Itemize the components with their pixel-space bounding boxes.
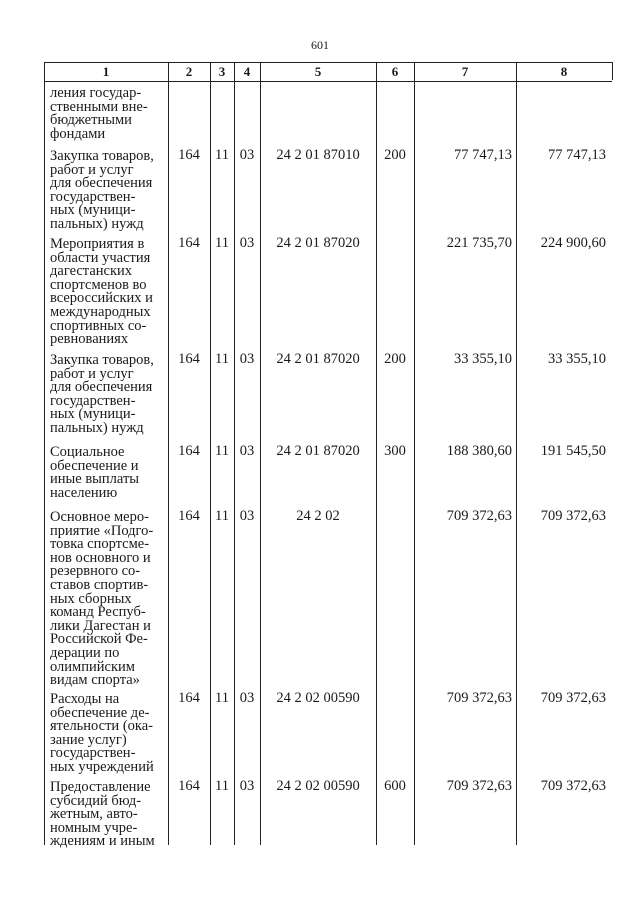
row-description: Мероприятия в области участия дагестанских спортсменов во всероссийских и международных спортивных со- ревнованиях [50, 236, 153, 348]
col-5-target-article: 24 2 02 00590 [276, 690, 360, 706]
row-description: ления государ- ственными вне- бюджетными фондами [50, 85, 148, 142]
col-4-subsection: 03 [239, 778, 255, 794]
col-4-subsection: 03 [239, 508, 255, 524]
col-8-amount: 77 747,13 [548, 147, 606, 163]
col-2-code: 164 [178, 443, 200, 459]
header-col-3: 3 [218, 64, 226, 79]
header-col-2: 2 [185, 64, 193, 79]
row-description: Закупка товаров, работ и услуг для обеспечения государствен- ных (муници- пальных) нужд [50, 148, 154, 232]
header-col-4: 4 [243, 64, 251, 79]
col-4-subsection: 03 [239, 147, 255, 163]
header-col-6: 6 [391, 64, 399, 79]
col-6-expense-type: 600 [384, 778, 406, 794]
col-2-code: 164 [178, 690, 200, 706]
col-2-code: 164 [178, 778, 200, 794]
col-3-section: 11 [215, 778, 229, 794]
col-3-section: 11 [215, 443, 229, 459]
header-col-8: 8 [560, 64, 568, 79]
page-number: 601 [311, 38, 329, 52]
col-3-section: 11 [215, 508, 229, 524]
col-4-subsection: 03 [239, 443, 255, 459]
col-3-section: 11 [215, 147, 229, 163]
col-8-amount: 709 372,63 [540, 508, 606, 524]
col-5-target-article: 24 2 02 00590 [276, 778, 360, 794]
col-2-code: 164 [178, 147, 200, 163]
row-description: Закупка товаров, работ и услуг для обеспечения государствен- ных (муници- пальных) нужд [50, 352, 154, 436]
col-7-amount: 709 372,63 [446, 690, 512, 706]
col-7-amount: 77 747,13 [454, 147, 512, 163]
col-5-target-article: 24 2 01 87020 [276, 235, 360, 251]
header-col-1: 1 [102, 64, 110, 79]
col-5-target-article: 24 2 02 [296, 508, 340, 524]
grid-line [44, 62, 45, 845]
col-6-expense-type: 300 [384, 443, 406, 459]
row-description: Расходы на обеспечение де- ятельности (ока- зание услуг) государствен- ных учреждений [50, 691, 154, 775]
col-8-amount: 191 545,50 [540, 443, 606, 459]
col-8-amount [516, 85, 612, 101]
col-4-subsection: 03 [239, 235, 255, 251]
col-5-target-article: 24 2 01 87020 [276, 443, 360, 459]
col-4-subsection: 03 [239, 351, 255, 367]
col-5-target-article: 24 2 01 87020 [276, 351, 360, 367]
col-7-amount: 33 355,10 [454, 351, 512, 367]
col-2-code: 164 [178, 508, 200, 524]
header-col-7: 7 [461, 64, 469, 79]
col-6-expense-type: 200 [384, 351, 406, 367]
col-8-amount: 709 372,63 [540, 778, 606, 794]
col-3-section: 11 [215, 351, 229, 367]
col-5-target-article: 24 2 01 87010 [276, 147, 360, 163]
col-7-amount: 221 735,70 [446, 235, 512, 251]
col-3-section: 11 [215, 690, 229, 706]
table-header [44, 62, 612, 82]
col-7-amount [414, 85, 516, 101]
grid-line [612, 62, 613, 80]
col-2-code: 164 [178, 351, 200, 367]
col-7-amount: 188 380,60 [446, 443, 512, 459]
col-8-amount: 709 372,63 [540, 690, 606, 706]
header-col-5: 5 [314, 64, 322, 79]
col-8-amount: 33 355,10 [548, 351, 606, 367]
row-description: Основное меро- приятие «Подго- товка спортсме- нов основного и резервного со- ставов спортив- ных сборных команд Респуб- лики Дагестан и Российской Фе- дерации по олимпийским видам спорта» [50, 509, 154, 689]
col-4-subsection: 03 [239, 690, 255, 706]
col-7-amount: 709 372,63 [446, 778, 512, 794]
col-3-section: 11 [215, 235, 229, 251]
col-6-expense-type: 200 [384, 147, 406, 163]
row-description: Предоставление субсидий бюд- жетным, авто- номным учре- ждениям и иным [50, 779, 155, 850]
col-7-amount: 709 372,63 [446, 508, 512, 524]
row-description: Социальное обеспечение и иные выплаты населению [50, 444, 140, 501]
col-2-code: 164 [178, 235, 200, 251]
col-8-amount: 224 900,60 [540, 235, 606, 251]
